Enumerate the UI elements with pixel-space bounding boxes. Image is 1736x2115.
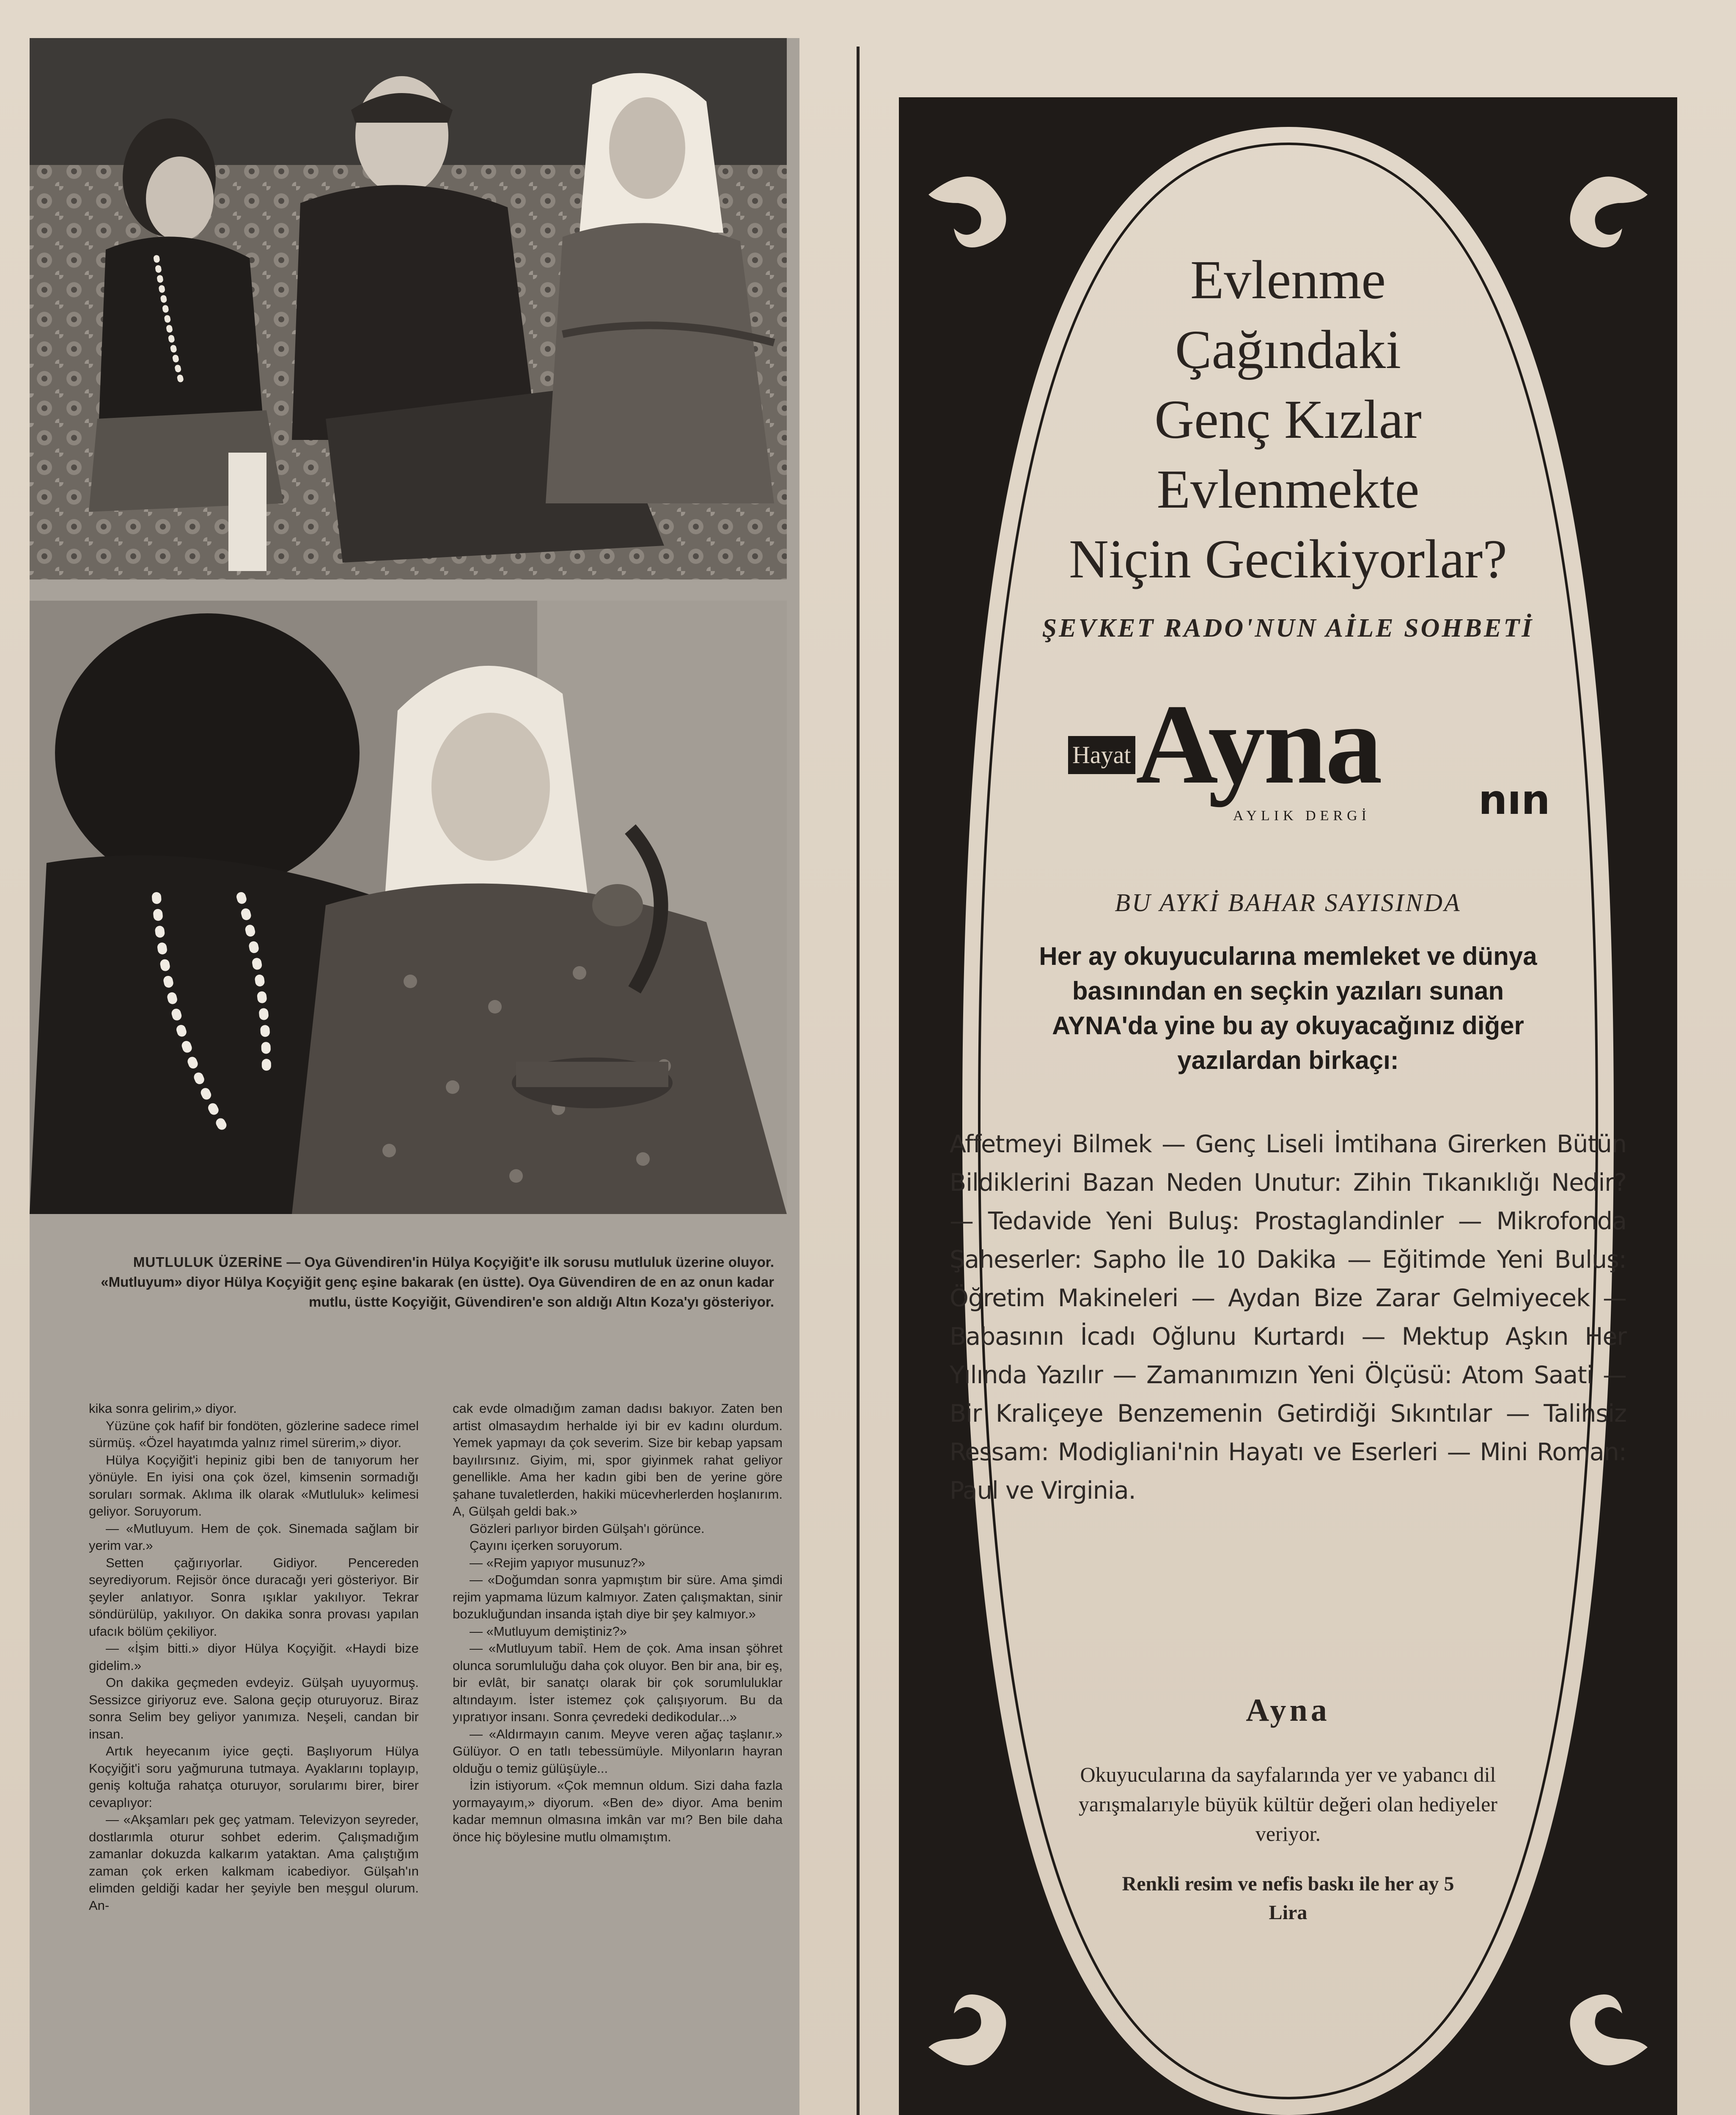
column-divider bbox=[857, 47, 860, 2115]
ad-byline: ŞEVKET RADO'NUN AİLE SOHBETİ bbox=[1042, 614, 1534, 643]
paragraph: Çayını içerken soruyorum. bbox=[470, 1538, 623, 1553]
paragraph: — «Rejim yapıyor musunuz?» bbox=[470, 1555, 646, 1570]
paragraph: cak evde olmadığım zaman dadısı bakıyor. Zaten ben artist olmasaydım herhalde iyi bir ev kadını olurdum. Yemek yapmayı da çok severim. Size bir kebap yapsam bayılırsınız. Giyim, mi, spor giyinmek rahat geliyor genellikle. Ama her kadın gibi ben de yerine göre şahane tuvaletlerden, hakiki mücevherlerden hoşlanırım. A, Gülşah geldi bak.» bbox=[453, 1401, 783, 1519]
photo-1-image bbox=[30, 38, 787, 580]
headline-line: Niçin Gecikiyorlar? bbox=[1069, 529, 1507, 590]
caption-lead: MUTLULUK ÜZERİNE bbox=[133, 1254, 283, 1270]
paragraph: On dakika geçmeden evdeyiz. Gülşah uyuyormuş. Sessizce giriyoruz eve. Salona geçip oturuyoruz. Biraz sonra Selim bey geliyor yanımıza. Neşeli, candan bir insan. bbox=[89, 1675, 419, 1741]
paragraph: İzin istiyorum. «Çok memnun oldum. Sizi daha fazla yormayayım,» diyorum. «Ben de» diyor. Ama benim kadar memnun olmasına imkân var mı? Ben bile daha önce hiç böylesine mutlu olmamıştım. bbox=[453, 1778, 783, 1844]
article-section bbox=[30, 38, 799, 2115]
ayna-subtitle: AYLIK DERGİ bbox=[1233, 808, 1371, 824]
photo-couple-with-interviewer bbox=[30, 38, 787, 580]
article-columns bbox=[89, 1400, 783, 2115]
ayna-brand-logo bbox=[1068, 681, 1559, 833]
ad-offer: Okuyucularına da sayfalarında yer ve yabancı dil yarışmalarıyle büyük kültür değeri olan hediyeler veriyor. bbox=[1079, 1763, 1497, 1846]
paragraph: Hülya Koçyiğit'i hepiniz gibi ben de tanıyorum her yönüyle. En iyisi ona çok özel, kimsenin sormadığı soruları sormak. Aklıma ilk olarak «Mutluluk» kelimesi geliyor. Soruyorum. bbox=[89, 1452, 419, 1519]
ayna-wordmark: Ayna bbox=[1136, 681, 1381, 808]
article-column-b bbox=[453, 1400, 783, 2115]
caption-body: — Oya Güvendiren'in Hülya Koçyiğit'e ilk sorusu mutluluk üzerine oluyor. «Mutluyum» diyor Hülya Koçyiğit genç eşine bakarak (en üstte). Oya Güvendiren de en az onun kadar mutlu, üstte Koçyiğit, Güvendiren'e son aldığı Altın Koza'yı gösteriyor. bbox=[101, 1254, 774, 1310]
paragraph: Yüzüne çok hafif bir fondöten, gözlerine sadece rimel sürmüş. «Özel hayatımda yalnız rimel sürerim,» diyor. bbox=[89, 1418, 419, 1450]
paragraph: Gözleri parlıyor birden Gülşah'ı görünce. bbox=[470, 1521, 705, 1536]
ayna-name: Ayna bbox=[1246, 1692, 1330, 1728]
paragraph: — «Aldırmayın canım. Meyve veren ağaç taşlanır.» Gülüyor. O en tatlı tebessümüyle. Milyonların hayran olduğu o temiz gülüşüyle... bbox=[453, 1726, 783, 1776]
article-column-a bbox=[89, 1400, 419, 2115]
ad-headline bbox=[983, 245, 1593, 594]
headline-line: Evlenme bbox=[1190, 250, 1386, 310]
ayna-advertisement bbox=[899, 97, 1677, 2115]
paragraph: — «Akşamları pek geç yatmam. Televizyon seyreder, dostlarımla oturur sohbet ederim. Çalışmadığım zamanlar dokuzda kalkarım yataktan. Ama çalıştığım zaman çok erken kalkmam icabediyor. Gülşah'ın elimden geldiği kadar her şeyiyle ben meşgul olurum. An- bbox=[89, 1812, 419, 1913]
paragraph: — «Doğumdan sonra yapmıştım bir süre. Ama şimdi rejim yapmama lüzum kalmıyor. Zaten çalışmaktan, sinir bozukluğundan insanda iştah diye bir şey kalmıyor.» bbox=[453, 1572, 783, 1621]
brand-suffix: nın bbox=[1478, 776, 1550, 824]
headline-line: Genç Kızlar bbox=[1154, 389, 1422, 450]
photo-award-statue bbox=[30, 601, 787, 1214]
ad-intro: Her ay okuyucularına memleket ve dünya basınından en seçkin yazıları sunan AYNA'da yine bu ay okuyacağınız diğer yazılardan birkaçı: bbox=[1039, 942, 1537, 1074]
headline-line: Çağındaki bbox=[1175, 319, 1401, 380]
paragraph: — «Mutluyum demiştiniz?» bbox=[470, 1623, 627, 1639]
paragraph: Setten çağırıyorlar. Gidiyor. Pencereden seyrediyorum. Rejisör önce duracağı yeri gösteriyor. Bir şeyler anlatıyor. Sonra ışıklar yakılıyor. Tekrar söndürülüp, yakılıyor. On dakika sonra provası yapılan ufacık bölüm çekiliyor. bbox=[89, 1555, 419, 1639]
photo-caption bbox=[80, 1252, 774, 1312]
photo-2-image bbox=[30, 601, 787, 1214]
paragraph: — «İşim bitti.» diyor Hülya Koçyiğit. «Haydi bize gidelim.» bbox=[89, 1641, 419, 1673]
article-list: Affetmeyi Bilmek — Genç Liseli İmtihana Girerken Bütün Bildiklerini Bazan Neden Unutur: Zihin Tıkanıklığı Nedir? — Tedavide Yeni Buluş: Prostaglandinler — Mikrofonda Şaheserler: Sapho İle 10 Dakika — Eğitimde Yeni Buluş: Öğretim Makineleri — Aydan Bize Zarar Gelmiyecek — Babasının İcadı Oğlunu Kurtardı — Mektup Aşkın Her Yılında Yazılır — Zamanımızın Yeni Ölçüsü: Atom Saati — Bir Kraliçeye Benzemenin Getirdiği Sıkıntılar — Talihsiz Ressam: Modigliani'nin Hayatı ve Eserleri — Mini Roman: Paul ve Virginia. bbox=[950, 1130, 1626, 1505]
paragraph: — «Mutluyum. Hem de çok. Sinemada sağlam bir yerim var.» bbox=[89, 1521, 419, 1553]
paragraph: Artık heyecanım iyice geçti. Başlıyorum Hülya Koçyiğit'i soru yağmuruna tutmaya. Ayaklarını toplayıp, geniş koltuğa rahatça oturuyor, sorularımı birer, birer cevaplıyor: bbox=[89, 1744, 419, 1810]
issue-title: BU AYKİ BAHAR SAYISINDA bbox=[1115, 889, 1461, 917]
paragraph: kika sonra gelirim,» diyor. bbox=[89, 1401, 237, 1416]
hayat-label: Hayat bbox=[1068, 736, 1135, 774]
ad-price: Renkli resim ve nefis baskı ile her ay 5 Lira bbox=[1122, 1873, 1454, 1924]
paragraph: — «Mutluyum tabiî. Hem de çok. Ama insan şöhret olunca sorumluluğu daha çok oluyor. Ben bir ana, bir eş, bir evlât, bir sanatçı olarak bir çok sorumluluklar altındayım. İster istemez çok çalışıyorum. Bu da yıpratıyor insanı. Sonra çevredeki dedikodular...» bbox=[453, 1641, 783, 1724]
ad-content bbox=[899, 97, 1677, 2115]
headline-line: Evlenmekte bbox=[1156, 459, 1420, 520]
